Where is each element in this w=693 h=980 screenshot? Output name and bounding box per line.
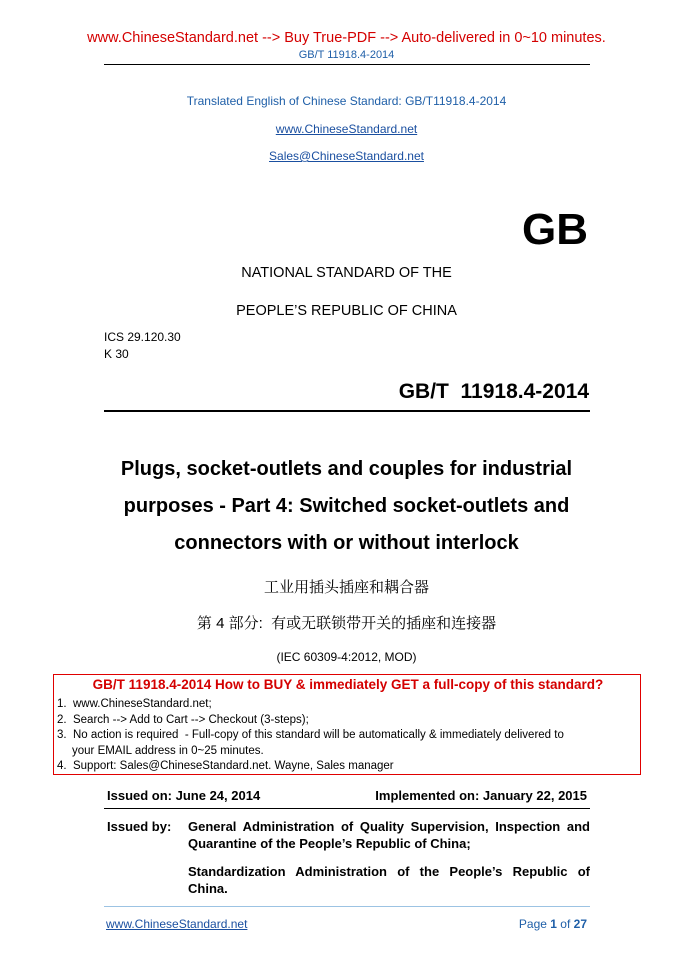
national-standard-line2: PEOPLE’S REPUBLIC OF CHINA <box>236 303 457 319</box>
issuer-gaqsiq: General Administration of Quality Supervision, Inspection and Quarantine of the People’s Republic of China; <box>188 819 590 851</box>
footer-divider <box>104 906 590 907</box>
buy-instructions-box <box>53 674 641 775</box>
ics-code: ICS 29.120.30 <box>104 330 181 344</box>
buy-step: 4. Support: Sales@ChineseStandard.net. Wayne, Sales manager <box>57 760 394 772</box>
iec-reference: (IEC 60309-4:2012, MOD) <box>276 650 417 664</box>
gb-mark: GB <box>522 205 588 254</box>
issuer-sac: Standardization Administration of the People’s Republic of China. <box>188 864 590 896</box>
footer-site-link[interactable]: www.ChineseStandard.net <box>106 917 248 931</box>
header-doc-id: GB/T 11918.4-2014 <box>298 49 395 61</box>
issued-on-date: Issued on: June 24, 2014 <box>107 788 261 803</box>
page-number <box>519 917 587 931</box>
buy-steps-list <box>57 697 637 775</box>
site-link-wrap <box>0 122 693 136</box>
chinese-subtitle: 第 4 部分: 有或无联锁带开关的插座和连接器 <box>196 615 497 632</box>
standard-number: GB/T 11918.4-2014 <box>398 380 589 403</box>
title-line: purposes - Part 4: Switched socket-outlets and <box>123 495 570 517</box>
site-link[interactable]: www.ChineseStandard.net <box>275 122 418 136</box>
issue-divider <box>104 808 590 809</box>
title-line: Plugs, socket-outlets and couples for industrial <box>120 458 573 480</box>
national-standard-line1: NATIONAL STANDARD OF THE <box>241 265 452 281</box>
title-line: connectors with or without interlock <box>174 532 519 554</box>
buy-step: 3. No action is required - Full-copy of this standard will be automatically & immediately delivered to <box>57 729 564 741</box>
promo-banner: www.ChineseStandard.net --> Buy True-PDF --> Auto-delivered in 0~10 minutes. <box>87 30 606 46</box>
page-of: of <box>556 917 574 931</box>
issued-by-label: Issued by: <box>107 819 172 834</box>
implemented-on-date: Implemented on: January 22, 2015 <box>375 788 587 803</box>
k-code: K 30 <box>104 347 129 361</box>
buy-step: 1. www.ChineseStandard.net; <box>57 698 212 710</box>
sales-link-wrap <box>0 149 693 163</box>
translated-note: Translated English of Chinese Standard: GB/T11918.4-2014 <box>186 94 507 108</box>
sales-email-link[interactable]: Sales@ChineseStandard.net <box>269 149 424 163</box>
chinese-title: 工业用插头插座和耦合器 <box>263 579 429 596</box>
page-total: 27 <box>573 917 587 931</box>
buy-heading: GB/T 11918.4-2014 How to BUY & immediately GET a full-copy of this standard? <box>92 677 604 692</box>
buy-step-continuation: your EMAIL address in 0~25 minutes. <box>72 744 264 757</box>
header-divider <box>104 64 590 65</box>
buy-step: 2. Search --> Add to Cart --> Checkout (3-steps); <box>57 713 309 726</box>
page-prefix: Page <box>518 917 551 931</box>
page-current: 1 <box>550 917 557 931</box>
footer-link-wrap <box>106 917 247 931</box>
document-title <box>0 451 693 562</box>
standard-divider <box>104 410 590 412</box>
